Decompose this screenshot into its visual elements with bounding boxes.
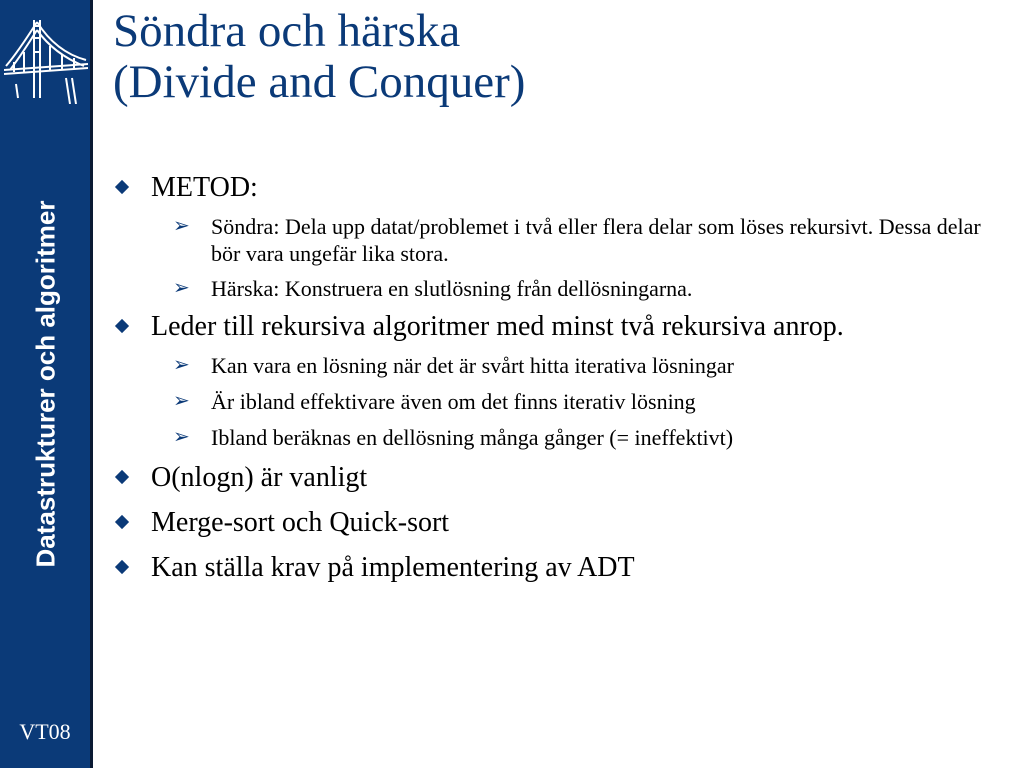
diamond-bullet-icon	[115, 515, 129, 529]
bullet-text: METOD:	[151, 172, 258, 203]
sidebar-divider	[90, 0, 93, 768]
arrow-bullet-icon: ➢	[173, 352, 190, 376]
diamond-bullet-icon	[115, 560, 129, 574]
arrow-bullet-icon: ➢	[173, 388, 190, 412]
bullet-text: Kan ställa krav på implementering av ADT	[151, 552, 635, 583]
sub-bullet-text: Härska: Konstruera en slutlösning från dellösningarna.	[211, 276, 693, 301]
sub-bullet-text: Söndra: Dela upp datat/problemet i två eller flera delar som löses rekursivt. Dessa delar bör vara ungefär lika stora.	[211, 214, 981, 266]
bullet-item	[113, 507, 1014, 539]
sub-bullet-item	[113, 275, 1014, 302]
sub-bullet-item	[113, 424, 1014, 451]
bullet-item	[113, 311, 1014, 343]
sub-bullet-item	[113, 213, 1014, 267]
bullet-item	[113, 172, 1014, 204]
bullet-item	[113, 462, 1014, 494]
arrow-bullet-icon: ➢	[173, 213, 190, 237]
diamond-bullet-icon	[115, 470, 129, 484]
sub-bullet-text: Kan vara en lösning när det är svårt hitta iterativa lösningar	[211, 353, 734, 378]
bullet-item	[113, 552, 1014, 584]
slide-title	[113, 6, 525, 108]
title-line-1: Söndra och härska	[113, 5, 461, 57]
bridge-icon	[4, 12, 88, 104]
title-line-2: (Divide and Conquer)	[113, 56, 526, 108]
course-title-vertical: Datastrukturer och algoritmer	[30, 200, 61, 568]
sub-bullet-text: Är ibland effektivare även om det finns iterativ lösning	[211, 389, 696, 414]
arrow-bullet-icon: ➢	[173, 275, 190, 299]
bullet-list	[113, 172, 1014, 584]
sub-bullet-text: Ibland beräknas en dellösning många gånger (= ineffektivt)	[211, 425, 734, 450]
bullet-text: O(nlogn) är vanligt	[151, 462, 368, 493]
diamond-bullet-icon	[115, 180, 129, 194]
arrow-bullet-icon: ➢	[173, 424, 190, 448]
bullet-text: Merge-sort och Quick-sort	[151, 507, 450, 538]
sub-bullet-item	[113, 352, 1014, 379]
sub-bullet-item	[113, 388, 1014, 415]
term-code: VT08	[19, 719, 71, 744]
diamond-bullet-icon	[115, 319, 129, 333]
bullet-text: Leder till rekursiva algoritmer med minst två rekursiva anrop.	[151, 311, 844, 342]
sidebar	[0, 0, 90, 768]
